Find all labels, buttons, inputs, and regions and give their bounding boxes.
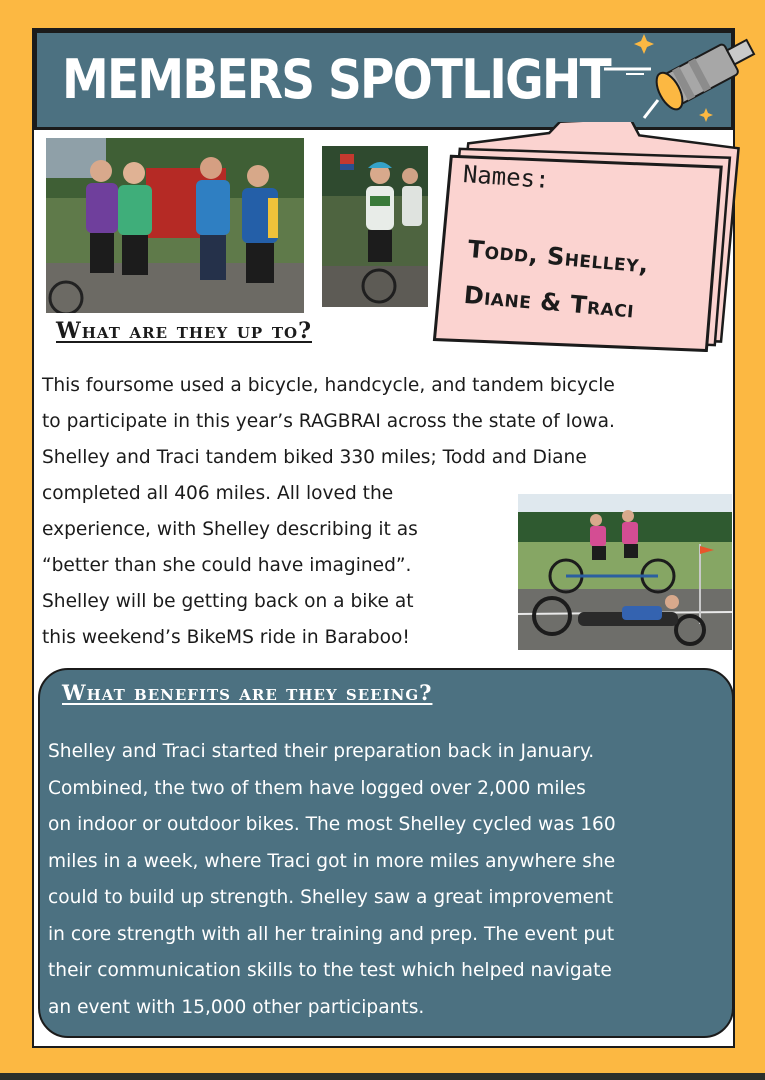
names-label: Names: xyxy=(462,160,551,194)
benefits-paragraph xyxy=(48,734,616,1026)
names-line: Diane & Traci xyxy=(462,280,636,324)
cyclist-photo xyxy=(322,146,428,307)
names-line: Todd, Shelley, xyxy=(466,234,650,279)
paragraph-line: Shelley and Traci started their preparation back in January. xyxy=(48,741,595,762)
paragraph-line: experience, with Shelley describing it as xyxy=(42,519,418,540)
bottom-bar xyxy=(0,1073,765,1080)
section-heading-up-to: What are they up to? xyxy=(56,318,312,344)
paragraph-line: to participate in this year’s RAGBRAI across the state of Iowa. xyxy=(42,411,615,432)
section-heading-benefits: What benefits are they seeing? xyxy=(62,680,433,705)
tandem-handcycle-photo xyxy=(518,494,732,650)
paragraph-line: in core strength with all her training and prep. The event put xyxy=(48,923,615,945)
paragraph-line: on indoor or outdoor bikes. The most Shelley cycled was 160 xyxy=(48,814,616,835)
paragraph-line: their communication skills to the test which helped navigate xyxy=(48,960,612,981)
spotlight-icon xyxy=(596,22,765,132)
paragraph-line: “better than she could have imagined”. xyxy=(42,555,412,576)
paragraph-line: this weekend’s BikeMS ride in Baraboo! xyxy=(42,627,410,648)
paragraph-line: miles in a week, where Traci got in more miles anywhere she xyxy=(48,850,616,872)
paragraph-line: could to build up strength. Shelley saw a great improvement xyxy=(48,887,614,908)
paragraph-line: Shelley and Traci tandem biked 330 miles; Todd and Diane xyxy=(42,447,587,468)
page-title: MEMBERS SPOTLIGHT xyxy=(62,48,610,111)
group-photo xyxy=(46,138,304,313)
paragraph-line: completed all 406 miles. All loved the xyxy=(42,483,394,504)
paragraph-line: This foursome used a bicycle, handcycle, and tandem bicycle xyxy=(42,375,615,396)
paragraph-line: Shelley will be getting back on a bike at xyxy=(42,591,414,612)
paragraph-line: Combined, the two of them have logged over 2,000 miles xyxy=(48,777,586,799)
paragraph-line: an event with 15,000 other participants. xyxy=(48,996,425,1018)
